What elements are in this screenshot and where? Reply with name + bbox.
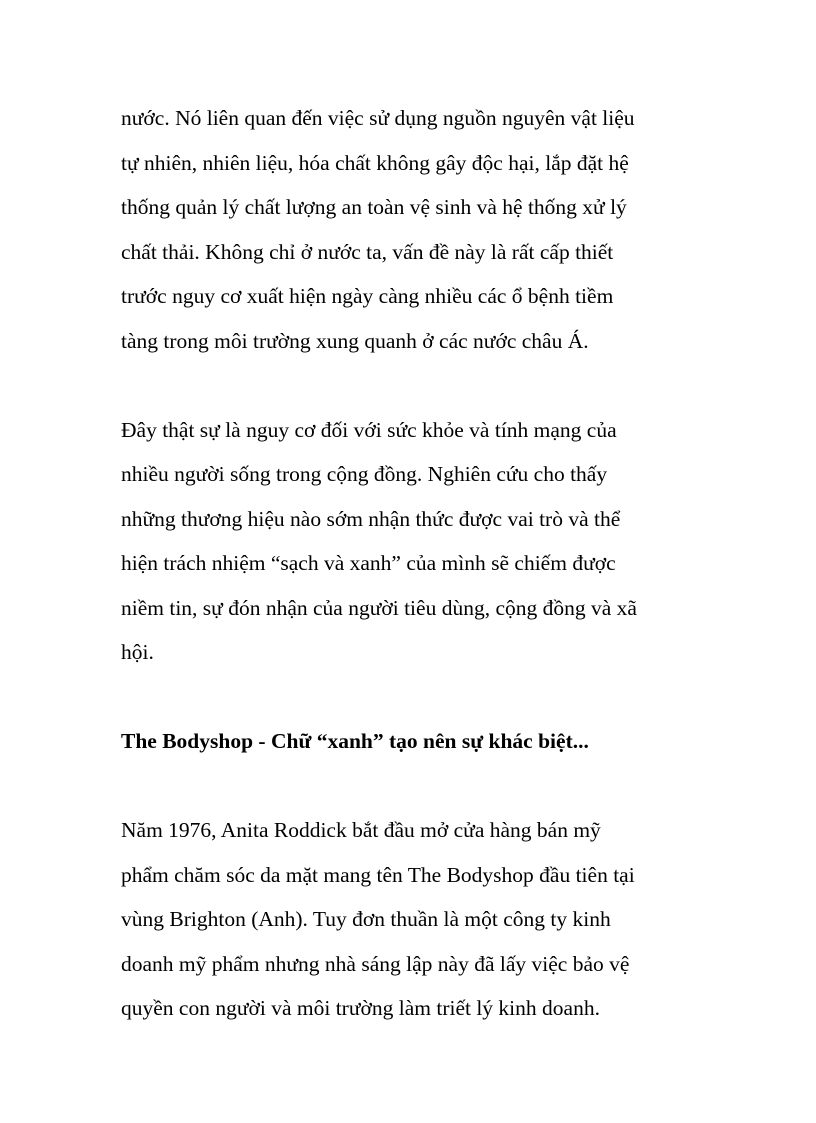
- text-line: Năm 1976, Anita Roddick bắt đầu mở cửa hàng bán mỹ: [121, 818, 601, 842]
- text-line: doanh mỹ phẩm nhưng nhà sáng lập này đã lấy việc bảo vệ: [121, 951, 630, 976]
- document-page: [121, 96, 711, 1031]
- paragraph-spacer: [121, 363, 711, 408]
- text-line: những thương hiệu nào sớm nhận thức được vai trò và thể: [121, 506, 621, 531]
- text-line: Đây thật sự là nguy cơ đối với sức khỏe và tính mạng của: [121, 417, 617, 442]
- text-line: chất thải. Không chỉ ở nước ta, vấn đề này là rất cấp thiết: [121, 239, 614, 264]
- text-line: trước nguy cơ xuất hiện ngày càng nhiều các ổ bệnh tiềm: [121, 284, 614, 308]
- text-line: tự nhiên, nhiên liệu, hóa chất không gây độc hại, lắp đặt hệ: [121, 150, 629, 175]
- text-line: thống quản lý chất lượng an toàn vệ sinh và hệ thống xử lý: [121, 195, 627, 219]
- text-line: phẩm chăm sóc da mặt mang tên The Bodyshop đầu tiên tại: [121, 862, 635, 887]
- text-line: hội.: [121, 640, 154, 664]
- text-line: nhiều người sống trong cộng đồng. Nghiên cứu cho thấy: [121, 462, 608, 486]
- text-line: nước. Nó liên quan đến việc sử dụng nguồn nguyên vật liệu: [121, 106, 635, 130]
- text-line: tàng trong môi trường xung quanh ở các nước châu Á.: [121, 328, 589, 353]
- paragraph-health-risk: [121, 408, 711, 675]
- paragraph-environment: [121, 96, 711, 363]
- text-line: vùng Brighton (Anh). Tuy đơn thuần là một công ty kinh: [121, 907, 611, 931]
- paragraph-bodyshop-history: [121, 808, 711, 1031]
- paragraph-spacer: [121, 675, 711, 720]
- section-heading: The Bodyshop - Chữ “xanh” tạo nên sự khác biệt...: [121, 729, 589, 753]
- paragraph-spacer: [121, 764, 711, 809]
- text-line: niềm tin, sự đón nhận của người tiêu dùng, cộng đồng và xã: [121, 595, 637, 620]
- text-line: quyền con người và môi trường làm triết lý kinh doanh.: [121, 996, 600, 1020]
- text-line: hiện trách nhiệm “sạch và xanh” của mình sẽ chiếm được: [121, 551, 616, 575]
